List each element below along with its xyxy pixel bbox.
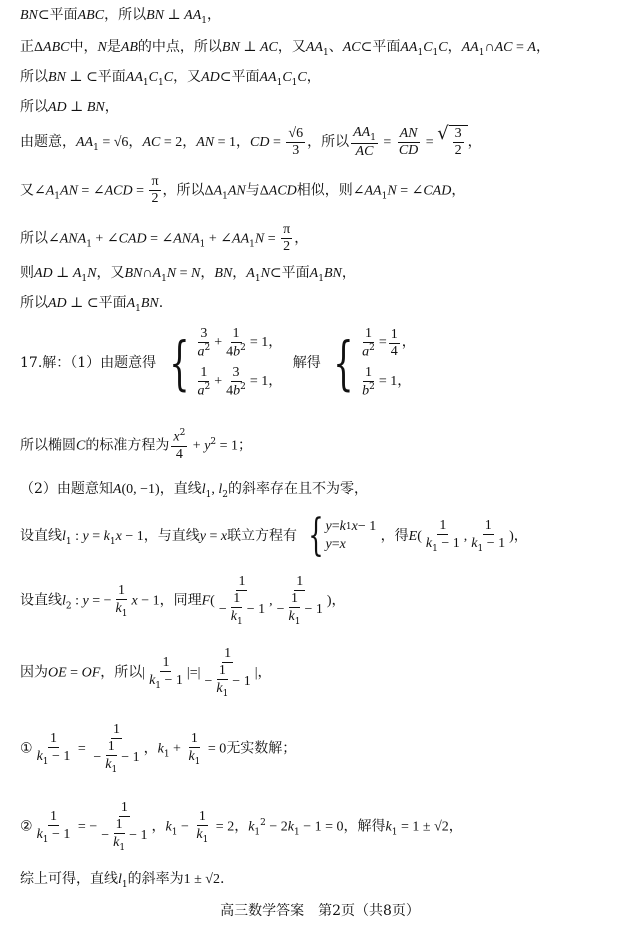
oe-equals-of-line: 因为OE = OF，所以| $\frac{1}{k_1 - 1}$ |=| 1 − $\frac{1}{k_1}$ − 1 |， bbox=[20, 646, 272, 699]
case-1-line: ① $\frac{1}{k_1 - 1}$ = 1 − $\frac{1}{k_1}$ − 1 ，$k_1$ + $\frac{1}{k_1}$ = 0无实数解； bbox=[20, 722, 297, 775]
page-footer: 高三数学答案 第2页（共8页） bbox=[220, 903, 420, 919]
text-line-8: 则AD ⊥ $A_1N$，又$BN\cap A_1N = N$，BN，$A_1N\subset$平面$A_1BN$， bbox=[20, 265, 356, 284]
conclusion-line: 综上可得，直线$l_1$的斜率为1 ± √2. bbox=[20, 871, 225, 890]
text-line-7: 所以$\angle ANA_1$ + ∠CAD = $\angle ANA_1$ + $\angle AA_1N$ = $\frac{\pi}{2}$ ， bbox=[20, 222, 309, 255]
text-line-3: 所以BN ⊥ ⊂平面$AA_1C_1C$，又AD⊂平面$AA_1C_1C$， bbox=[20, 69, 321, 88]
text-line-4: 所以AD ⊥ BN， bbox=[20, 99, 119, 115]
text-line-6: 又$\angle A_1AN$ = ∠ACD = $\frac{\pi}{2}$ ，所以$\Delta A_1AN$与ΔACD相似，则$\angle AA_1N$ = ∠CAD， bbox=[20, 174, 466, 207]
line-l1-setup: 设直线$l_1$ : $y = k_1x - 1$，与直线y = x联立方程有 { y = k 1 x − 1 y = x ，得E( $\frac{1}{k_1 - 1}$ , $\frac{1}{k_1 - 1}$ )， bbox=[20, 510, 528, 561]
line-l2-setup: 设直线$l_2$ : y = − $\frac{1}{k_1}$ x − 1，同理F( 1 − $\frac{1}{k_1}$ − 1 , 1 − $\frac{1}{k_1}$ − 1 )， bbox=[20, 574, 346, 627]
text-line-1: BN⊂平面ABC，所以BN ⊥ $AA_1$， bbox=[20, 7, 221, 26]
q17-equation-system: 17.解：（1）由题意得 { $\frac{3}{a^2}$ + $\frac{1}{4b^2}$ = 1， $\frac{1}{a^2}$ + $\frac{3}{4b^2}$ = 1， 解得 { $\frac{1}{a^2}$ = $\frac{1}{4}$ ， $\frac{1}{b^2}$ = 1， bbox=[20, 326, 416, 399]
text-line-2: 正ΔABC中，N是AB的中点，所以BN ⊥ AC，又$AA_1$、AC⊂平面$AA_1C_1C$，$AA_1\cap AC = A$， bbox=[20, 39, 550, 58]
part2-intro-line: （2）由题意知A(0, −1)，直线$l_1$, $l_2$的斜率存在且不为零， bbox=[20, 481, 368, 500]
text-line-9: 所以AD ⊥ ⊂平面$A_1BN$. bbox=[20, 295, 164, 314]
case-2-line: ② $\frac{1}{k_1 - 1}$ = − 1 − $\frac{1}{k_1}$ − 1 ，$k_1$ − $\frac{1}{k_1}$ = 2，$k_1^2 - 2k_1 - 1 = 0$，解得$k_1 = 1 \pm √2$， bbox=[20, 800, 463, 853]
ellipse-equation-line: 所以椭圆C的标准方程为 $\frac{x^2}{4}$ + $y^2 = 1$； bbox=[20, 428, 253, 462]
text-line-5: 由题意，$AA_1 = √6$，AC = 2，AN = 1，CD = $\frac{√6}{3}$ ，所以 $\frac{AA_1}{AC}$ = $\frac{AN}{CD}$ = √ $\frac{3}{2}$ ， bbox=[20, 123, 482, 160]
